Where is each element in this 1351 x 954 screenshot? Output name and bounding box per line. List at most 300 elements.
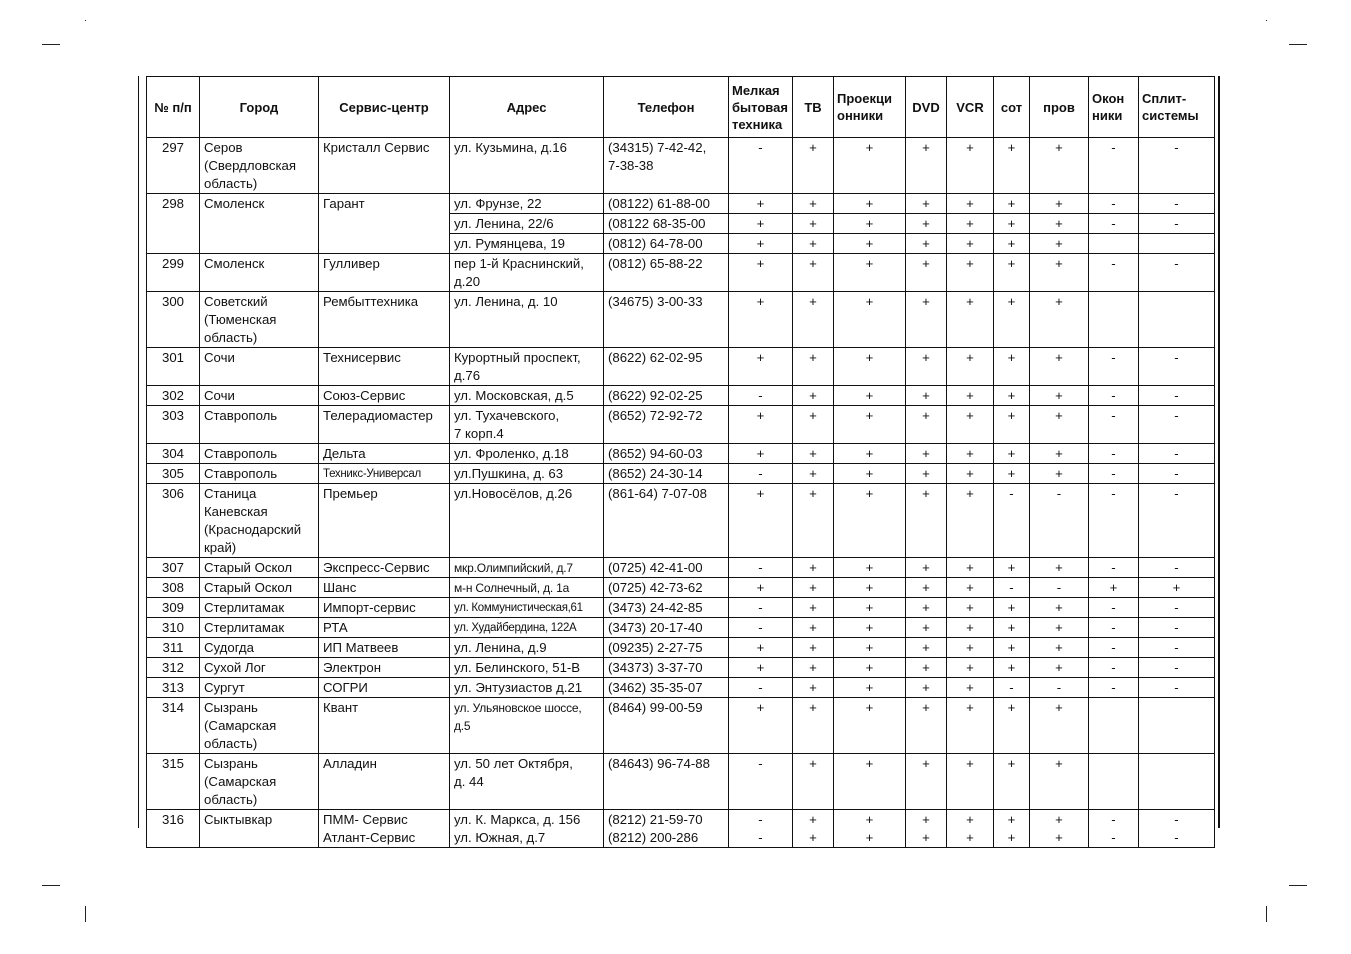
cell-service	[319, 678, 450, 698]
cell-flag-cellular	[994, 406, 1030, 444]
cell-flag-cellular	[994, 234, 1030, 254]
cell-line: -	[1111, 466, 1116, 481]
cell-line: +	[1055, 446, 1063, 461]
cell-city	[200, 810, 319, 848]
cell-num: 316	[147, 810, 200, 848]
cell-line: +	[966, 216, 974, 231]
cell-line: (Самарская	[204, 718, 277, 733]
cell-flag-small-appliances	[729, 578, 793, 598]
cell-line: +	[966, 446, 974, 461]
cell-flag-cellular	[994, 138, 1030, 194]
cell-line: +	[1055, 830, 1063, 845]
cell-line: (Тюменская	[204, 312, 277, 327]
cell-line: +	[1007, 660, 1016, 675]
cell-flag-small-appliances	[729, 194, 793, 214]
cell-flag-dvd	[906, 386, 947, 406]
cell-flag-window-ac	[1089, 658, 1139, 678]
cell-flag-window-ac	[1089, 194, 1139, 214]
table-row	[147, 138, 1215, 194]
cell-line: +	[865, 196, 874, 211]
cell-num: 303	[147, 406, 200, 444]
cell-line: +	[756, 216, 765, 231]
cell-num: 306	[147, 484, 200, 558]
cell-address	[450, 558, 604, 578]
cell-flag-vcr	[947, 618, 994, 638]
cell-flag-window-ac	[1089, 464, 1139, 484]
cell-flag-vcr	[947, 578, 994, 598]
cell-address	[450, 234, 604, 254]
table-row	[147, 698, 1215, 754]
cell-city	[200, 138, 319, 194]
cell-flag-small-appliances	[729, 386, 793, 406]
cell-flag-wired	[1030, 578, 1089, 598]
cell-city	[200, 578, 319, 598]
cell-flag-dvd	[906, 578, 947, 598]
cell-line: +	[966, 408, 974, 423]
cell-line: д.20	[454, 274, 481, 289]
cell-line: +	[809, 830, 817, 845]
cell-line: -	[1111, 216, 1116, 231]
cell-service	[319, 754, 450, 810]
cell-address	[450, 598, 604, 618]
cell-line: -	[1111, 196, 1116, 211]
cell-line: -	[1174, 830, 1179, 845]
cell-line: +	[1007, 388, 1016, 403]
cell-flag-cellular	[994, 698, 1030, 754]
header-cellular: сот	[994, 77, 1030, 138]
cell-line: +	[865, 580, 874, 595]
cell-flag-vcr	[947, 658, 994, 678]
cell-line: ул. К. Маркса, д. 156	[454, 812, 581, 827]
cell-line: СОГРИ	[323, 680, 368, 695]
cell-phone	[604, 254, 729, 292]
cell-line: +	[922, 660, 930, 675]
cell-line: +	[865, 236, 874, 251]
cell-line: ул. Московская, д.5	[454, 388, 574, 403]
cell-flag-small-appliances	[729, 444, 793, 464]
cell-flag-dvd	[906, 234, 947, 254]
cell-flag-wired	[1030, 638, 1089, 658]
cell-flag-wired	[1030, 678, 1089, 698]
cell-line: +	[966, 640, 974, 655]
cell-flag-vcr	[947, 754, 994, 810]
cell-phone	[604, 292, 729, 348]
cell-line: Квант	[323, 700, 359, 715]
cell-line: мкр.Олимпийский, д.7	[454, 561, 573, 575]
cell-line: +	[922, 560, 930, 575]
cell-line: +	[865, 812, 874, 827]
cell-flag-window-ac	[1089, 406, 1139, 444]
cell-flag-small-appliances	[729, 698, 793, 754]
cell-line: +	[966, 388, 974, 403]
cell-line: (08122 68-35-00	[608, 216, 706, 231]
table-row	[147, 254, 1215, 292]
cell-flag-vcr	[947, 698, 994, 754]
cell-line: -	[1111, 408, 1116, 423]
cell-line: +	[865, 350, 874, 365]
cell-line: +	[809, 680, 817, 695]
cell-line: -	[1111, 660, 1116, 675]
cell-line: +	[809, 140, 817, 155]
cell-line: ул. Ленина, 22/6	[454, 216, 554, 231]
cell-line: -	[1111, 256, 1116, 271]
cell-flag-split-systems	[1139, 214, 1215, 234]
table-row	[147, 558, 1215, 578]
cell-line: +	[966, 560, 974, 575]
cell-flag-cellular	[994, 658, 1030, 678]
cell-flag-vcr	[947, 406, 994, 444]
cell-line: -	[1009, 580, 1014, 595]
table-row	[147, 578, 1215, 598]
cell-line: +	[1055, 700, 1063, 715]
cell-flag-cellular	[994, 754, 1030, 810]
header-service: Сервис-центр	[319, 77, 450, 138]
cell-flag-wired	[1030, 406, 1089, 444]
cell-flag-wired	[1030, 558, 1089, 578]
cell-address	[450, 464, 604, 484]
cell-address	[450, 254, 604, 292]
cell-flag-window-ac	[1089, 558, 1139, 578]
cell-line: +	[966, 486, 974, 501]
cell-num: 302	[147, 386, 200, 406]
cell-line: Союз-Сервис	[323, 388, 406, 403]
cell-num: 300	[147, 292, 200, 348]
cell-flag-split-systems	[1139, 658, 1215, 678]
cell-flag-small-appliances	[729, 618, 793, 638]
cell-flag-wired	[1030, 348, 1089, 386]
cell-flag-dvd	[906, 598, 947, 618]
cell-line: +	[922, 256, 930, 271]
cell-line: +	[756, 486, 765, 501]
cell-flag-wired	[1030, 254, 1089, 292]
cell-flag-tv	[793, 406, 834, 444]
cell-line: +	[966, 466, 974, 481]
cell-line: (0812) 64-78-00	[608, 236, 703, 251]
cell-line: Станица	[204, 486, 257, 501]
cell-service	[319, 138, 450, 194]
cell-flag-window-ac	[1089, 638, 1139, 658]
table-row	[147, 618, 1215, 638]
cell-flag-small-appliances	[729, 138, 793, 194]
cell-line: -	[1174, 196, 1179, 211]
cell-flag-tv	[793, 386, 834, 406]
cell-line: +	[809, 756, 817, 771]
cell-service	[319, 464, 450, 484]
cell-flag-vcr	[947, 678, 994, 698]
header-wired: пров	[1030, 77, 1089, 138]
cell-line: +	[865, 446, 874, 461]
cell-flag-wired	[1030, 138, 1089, 194]
cell-flag-window-ac	[1089, 578, 1139, 598]
cell-num: 301	[147, 348, 200, 386]
cell-line: Сызрань	[204, 756, 258, 771]
cell-line: +	[1007, 830, 1016, 845]
crop-mark	[1289, 885, 1307, 886]
cell-line: +	[865, 756, 874, 771]
cell-line: +	[922, 812, 930, 827]
cell-line: +	[1007, 196, 1016, 211]
cell-line: д. 44	[454, 774, 484, 789]
cell-phone	[604, 464, 729, 484]
cell-line: Ставрополь	[204, 446, 278, 461]
cell-line: -	[1174, 140, 1179, 155]
table-row	[147, 658, 1215, 678]
cell-line: +	[865, 408, 874, 423]
cell-line: +	[865, 560, 874, 575]
cell-line: +	[756, 350, 765, 365]
cell-address	[450, 484, 604, 558]
cell-line: Ставрополь	[204, 408, 278, 423]
cell-flag-dvd	[906, 464, 947, 484]
cell-city	[200, 638, 319, 658]
cell-flag-split-systems	[1139, 292, 1215, 348]
cell-flag-cellular	[994, 464, 1030, 484]
cell-flag-vcr	[947, 598, 994, 618]
cell-address	[450, 214, 604, 234]
cell-line: (3462) 35-35-07	[608, 680, 703, 695]
cell-flag-projectors	[834, 698, 906, 754]
cell-flag-split-systems	[1139, 406, 1215, 444]
cell-line: Сочи	[204, 350, 235, 365]
cell-flag-vcr	[947, 214, 994, 234]
cell-flag-small-appliances	[729, 754, 793, 810]
cell-line: ул.Пушкина, д. 63	[454, 466, 564, 481]
cell-line: (34675) 3-00-33	[608, 294, 703, 309]
cell-phone	[604, 214, 729, 234]
cell-flag-vcr	[947, 638, 994, 658]
cell-flag-cellular	[994, 558, 1030, 578]
cell-city	[200, 292, 319, 348]
cell-service	[319, 254, 450, 292]
cell-line: Ставрополь	[204, 466, 278, 481]
cell-line: +	[966, 580, 974, 595]
cell-flag-projectors	[834, 348, 906, 386]
cell-flag-vcr	[947, 444, 994, 464]
cell-flag-tv	[793, 810, 834, 848]
cell-line: +	[1055, 756, 1063, 771]
cell-line: +	[756, 294, 765, 309]
cell-line: -	[758, 756, 763, 771]
header-address: Адрес	[450, 77, 604, 138]
cell-flag-dvd	[906, 754, 947, 810]
cell-line: -	[1009, 486, 1014, 501]
cell-flag-small-appliances	[729, 658, 793, 678]
cell-line: Гулливер	[323, 256, 380, 271]
cell-flag-wired	[1030, 598, 1089, 618]
cell-phone	[604, 678, 729, 698]
cell-flag-tv	[793, 678, 834, 698]
cell-line: +	[1007, 620, 1016, 635]
cell-line: +	[1055, 812, 1063, 827]
cell-line: +	[966, 812, 974, 827]
cell-flag-wired	[1030, 618, 1089, 638]
cell-service	[319, 444, 450, 464]
cell-line: +	[966, 294, 974, 309]
cell-line: Каневская	[204, 504, 268, 519]
cell-line: (08122) 61-88-00	[608, 196, 710, 211]
cell-flag-tv	[793, 558, 834, 578]
cell-line: -	[1174, 560, 1179, 575]
crop-mark	[42, 885, 60, 886]
cell-flag-small-appliances	[729, 234, 793, 254]
cell-city	[200, 598, 319, 618]
cell-service	[319, 810, 450, 848]
cell-flag-wired	[1030, 698, 1089, 754]
cell-line: Старый Оскол	[204, 580, 293, 595]
cell-flag-projectors	[834, 678, 906, 698]
cell-num: 299	[147, 254, 200, 292]
table-row	[147, 638, 1215, 658]
cell-flag-projectors	[834, 254, 906, 292]
cell-flag-projectors	[834, 558, 906, 578]
cell-line: -	[1174, 680, 1179, 695]
cell-flag-wired	[1030, 810, 1089, 848]
cell-city	[200, 754, 319, 810]
cell-line: +	[1055, 388, 1063, 403]
cell-flag-dvd	[906, 292, 947, 348]
cell-address	[450, 618, 604, 638]
cell-line: +	[756, 580, 765, 595]
table-row	[147, 444, 1215, 464]
table-row	[147, 678, 1215, 698]
cell-line: +	[809, 466, 817, 481]
cell-line: +	[756, 700, 765, 715]
cell-line: 7-38-38	[608, 158, 654, 173]
cell-line: +	[1007, 600, 1016, 615]
cell-flag-projectors	[834, 484, 906, 558]
cell-line: +	[809, 294, 817, 309]
cell-line: +	[922, 830, 930, 845]
cell-line: (8652) 24-30-14	[608, 466, 703, 481]
cell-line: +	[922, 140, 930, 155]
cell-flag-tv	[793, 464, 834, 484]
cell-num: 313	[147, 678, 200, 698]
table-row	[147, 464, 1215, 484]
cell-flag-window-ac	[1089, 138, 1139, 194]
cell-line: +	[966, 830, 974, 845]
cell-line: Смоленск	[204, 196, 265, 211]
right-frame-line	[1218, 76, 1220, 828]
cell-line: -	[1111, 388, 1116, 403]
cell-line: +	[756, 640, 765, 655]
cell-line: +	[1007, 700, 1016, 715]
cell-line: +	[809, 236, 817, 251]
cell-line: (09235) 2-27-75	[608, 640, 703, 655]
cell-flag-split-systems	[1139, 234, 1215, 254]
cell-line: +	[809, 486, 817, 501]
cell-flag-small-appliances	[729, 214, 793, 234]
cell-phone	[604, 406, 729, 444]
cell-flag-projectors	[834, 406, 906, 444]
cell-flag-window-ac	[1089, 348, 1139, 386]
header-projectors: Проекци онники	[834, 77, 906, 138]
table-row	[147, 484, 1215, 558]
cell-flag-tv	[793, 348, 834, 386]
cell-line: -	[758, 466, 763, 481]
cell-line: край)	[204, 540, 237, 555]
cell-flag-split-systems	[1139, 386, 1215, 406]
cell-flag-dvd	[906, 618, 947, 638]
cell-phone	[604, 386, 729, 406]
cell-flag-split-systems	[1139, 618, 1215, 638]
cell-line: +	[922, 196, 930, 211]
cell-line: -	[758, 680, 763, 695]
cell-flag-tv	[793, 578, 834, 598]
cell-line: (Самарская	[204, 774, 277, 789]
cell-city	[200, 386, 319, 406]
cell-flag-window-ac	[1089, 598, 1139, 618]
cell-line: +	[1007, 236, 1016, 251]
cell-service	[319, 406, 450, 444]
cell-flag-wired	[1030, 292, 1089, 348]
cell-num: 312	[147, 658, 200, 678]
cell-line: -	[1174, 388, 1179, 403]
cell-line: -	[1174, 486, 1179, 501]
cell-flag-dvd	[906, 658, 947, 678]
cell-flag-vcr	[947, 194, 994, 214]
cell-flag-tv	[793, 638, 834, 658]
cell-flag-cellular	[994, 638, 1030, 658]
cell-flag-projectors	[834, 194, 906, 214]
cell-city	[200, 484, 319, 558]
crop-mark	[1289, 44, 1307, 45]
service-centers-table	[146, 76, 1215, 848]
cell-line: (Краснодарский	[204, 522, 302, 537]
cell-line: +	[922, 236, 930, 251]
cell-city	[200, 406, 319, 444]
cell-line: +	[865, 140, 874, 155]
cell-phone	[604, 444, 729, 464]
cell-line: +	[865, 294, 874, 309]
header-window-ac: Окон ники	[1089, 77, 1139, 138]
cell-line: (3473) 24-42-85	[608, 600, 703, 615]
cell-line: -	[1174, 600, 1179, 615]
cell-line: +	[809, 256, 817, 271]
cell-line: +	[966, 700, 974, 715]
cell-line: +	[922, 446, 930, 461]
crop-mark	[1266, 906, 1267, 922]
cell-line: Смоленск	[204, 256, 265, 271]
cell-flag-split-systems	[1139, 638, 1215, 658]
crop-mark	[42, 44, 60, 45]
cell-flag-small-appliances	[729, 406, 793, 444]
cell-line: +	[1007, 256, 1016, 271]
cell-flag-split-systems	[1139, 810, 1215, 848]
cell-line: +	[756, 660, 765, 675]
cell-flag-split-systems	[1139, 598, 1215, 618]
cell-line: +	[1055, 236, 1063, 251]
cell-flag-wired	[1030, 194, 1089, 214]
cell-flag-wired	[1030, 484, 1089, 558]
cell-line: Сызрань	[204, 700, 258, 715]
cell-line: +	[966, 140, 974, 155]
cell-line: +	[1055, 600, 1063, 615]
cell-line: +	[922, 640, 930, 655]
cell-flag-vcr	[947, 558, 994, 578]
cell-line: -	[758, 812, 763, 827]
cell-flag-cellular	[994, 578, 1030, 598]
cell-flag-split-systems	[1139, 194, 1215, 214]
cell-flag-wired	[1030, 658, 1089, 678]
cell-flag-vcr	[947, 386, 994, 406]
cell-line: (34315) 7-42-42,	[608, 140, 707, 155]
cell-flag-projectors	[834, 234, 906, 254]
cell-line: +	[1172, 580, 1181, 595]
cell-address	[450, 578, 604, 598]
cell-line: +	[865, 620, 874, 635]
cell-line: (861-64) 7-07-08	[608, 486, 707, 501]
cell-line: Стерлитамак	[204, 600, 285, 615]
